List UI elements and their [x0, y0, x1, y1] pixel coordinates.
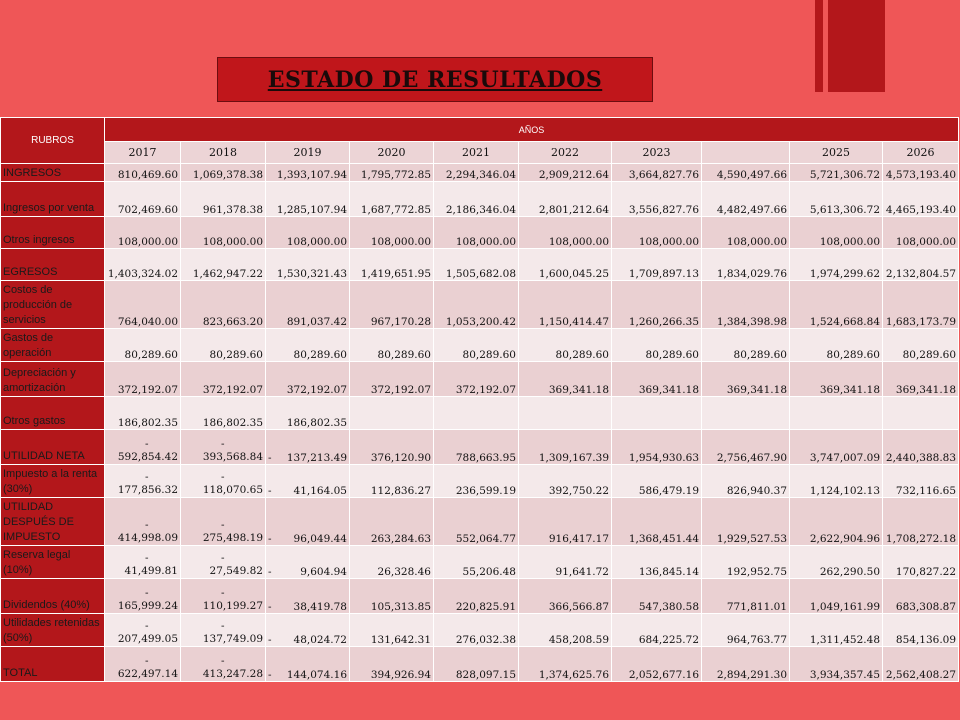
- value-cell: [702, 397, 790, 430]
- table-row: [1, 362, 959, 397]
- value-cell: 854,136.09: [883, 614, 959, 647]
- row-label: Reserva legal (10%): [1, 546, 105, 579]
- value-cell: - 41,499.81: [105, 546, 181, 579]
- value-cell: - 414,998.09: [105, 498, 181, 546]
- value-cell: 547,380.58: [612, 579, 702, 614]
- value-cell: 108,000.00: [434, 217, 519, 249]
- value-cell: [350, 397, 434, 430]
- page-title: ESTADO DE RESULTADOS: [267, 66, 603, 93]
- value-cell: 220,825.91: [434, 579, 519, 614]
- value-cell: 1,834,029.76: [702, 249, 790, 281]
- value-cell: 1,462,947.22: [181, 249, 266, 281]
- year-header-cell: [702, 142, 790, 164]
- table-row: [1, 329, 959, 362]
- value-cell: 369,341.18: [612, 362, 702, 397]
- row-label: Utilidades retenidas (50%): [1, 614, 105, 647]
- value-cell: 1,368,451.44: [612, 498, 702, 546]
- value-cell: 108,000.00: [181, 217, 266, 249]
- value-cell: 732,116.65: [883, 465, 959, 498]
- value-cell: 80,289.60: [350, 329, 434, 362]
- value-cell: 2,909,212.64: [519, 164, 612, 182]
- value-cell: 3,934,357.45: [790, 647, 883, 682]
- row-label: Otros ingresos: [1, 217, 105, 249]
- value-cell: 823,663.20: [181, 281, 266, 329]
- value-cell: 458,208.59: [519, 614, 612, 647]
- value-cell: 1,384,398.98: [702, 281, 790, 329]
- table-row: [1, 164, 959, 182]
- value-cell: 1,709,897.13: [612, 249, 702, 281]
- value-cell: - 137,213.49: [266, 430, 350, 465]
- value-cell: - 48,024.72: [266, 614, 350, 647]
- value-cell: 552,064.77: [434, 498, 519, 546]
- value-cell: - 96,049.44: [266, 498, 350, 546]
- value-cell: 2,801,212.64: [519, 182, 612, 217]
- value-cell: 916,417.17: [519, 498, 612, 546]
- value-cell: 376,120.90: [350, 430, 434, 465]
- value-cell: - 165,999.24: [105, 579, 181, 614]
- value-cell: - 110,199.27: [181, 579, 266, 614]
- row-label: UTILIDAD DESPUÉS DE IMPUESTO: [1, 498, 105, 546]
- results-table: [0, 117, 959, 682]
- value-cell: 108,000.00: [105, 217, 181, 249]
- year-header-cell: 2019: [266, 142, 350, 164]
- value-cell: - 207,499.05: [105, 614, 181, 647]
- value-cell: 1,150,414.47: [519, 281, 612, 329]
- value-cell: 372,192.07: [350, 362, 434, 397]
- table-row: [1, 465, 959, 498]
- value-cell: 1,795,772.85: [350, 164, 434, 182]
- value-cell: 2,294,346.04: [434, 164, 519, 182]
- value-cell: 1,419,651.95: [350, 249, 434, 281]
- row-label: UTILIDAD NETA: [1, 430, 105, 465]
- value-cell: [883, 397, 959, 430]
- value-cell: - 393,568.84: [181, 430, 266, 465]
- value-cell: 1,374,625.76: [519, 647, 612, 682]
- value-cell: 1,974,299.62: [790, 249, 883, 281]
- table-row: [1, 281, 959, 329]
- value-cell: 105,313.85: [350, 579, 434, 614]
- value-cell: [434, 397, 519, 430]
- value-cell: 4,573,193.40: [883, 164, 959, 182]
- value-cell: 788,663.95: [434, 430, 519, 465]
- value-cell: 3,556,827.76: [612, 182, 702, 217]
- value-cell: 1,524,668.84: [790, 281, 883, 329]
- value-cell: [790, 397, 883, 430]
- row-label: Otros gastos: [1, 397, 105, 430]
- value-cell: 1,053,200.42: [434, 281, 519, 329]
- value-cell: - 27,549.82: [181, 546, 266, 579]
- value-cell: 170,827.22: [883, 546, 959, 579]
- value-cell: 1,505,682.08: [434, 249, 519, 281]
- value-cell: 4,590,497.66: [702, 164, 790, 182]
- value-cell: 961,378.38: [181, 182, 266, 217]
- value-cell: 91,641.72: [519, 546, 612, 579]
- value-cell: 683,308.87: [883, 579, 959, 614]
- value-cell: [612, 397, 702, 430]
- header-rubros: RUBROS: [1, 118, 105, 164]
- table-row: [1, 614, 959, 647]
- year-header-cell: 2023: [612, 142, 702, 164]
- value-cell: 80,289.60: [883, 329, 959, 362]
- row-label: INGRESOS: [1, 164, 105, 182]
- table-row: [1, 647, 959, 682]
- value-cell: 372,192.07: [434, 362, 519, 397]
- value-cell: 372,192.07: [181, 362, 266, 397]
- value-cell: 4,465,193.40: [883, 182, 959, 217]
- value-cell: 136,845.14: [612, 546, 702, 579]
- value-cell: 891,037.42: [266, 281, 350, 329]
- value-cell: 108,000.00: [612, 217, 702, 249]
- value-cell: 372,192.07: [266, 362, 350, 397]
- value-cell: 1,124,102.13: [790, 465, 883, 498]
- year-header-cell: 2018: [181, 142, 266, 164]
- value-cell: 369,341.18: [519, 362, 612, 397]
- row-label: Impuesto a la renta (30%): [1, 465, 105, 498]
- value-cell: 1,260,266.35: [612, 281, 702, 329]
- value-cell: - 592,854.42: [105, 430, 181, 465]
- table-row: [1, 182, 959, 217]
- value-cell: 2,894,291.30: [702, 647, 790, 682]
- value-cell: 236,599.19: [434, 465, 519, 498]
- value-cell: 80,289.60: [790, 329, 883, 362]
- value-cell: 1,311,452.48: [790, 614, 883, 647]
- header-anos: AÑOS: [105, 118, 959, 142]
- value-cell: - 9,604.94: [266, 546, 350, 579]
- value-cell: - 177,856.32: [105, 465, 181, 498]
- value-cell: 1,600,045.25: [519, 249, 612, 281]
- value-cell: - 413,247.28: [181, 647, 266, 682]
- row-label: Gastos de operación: [1, 329, 105, 362]
- row-label: Costos de producción de servicios: [1, 281, 105, 329]
- value-cell: 394,926.94: [350, 647, 434, 682]
- value-cell: 108,000.00: [702, 217, 790, 249]
- value-cell: 112,836.27: [350, 465, 434, 498]
- value-cell: - 144,074.16: [266, 647, 350, 682]
- value-cell: 186,802.35: [181, 397, 266, 430]
- value-cell: 55,206.48: [434, 546, 519, 579]
- year-header-cell: 2021: [434, 142, 519, 164]
- value-cell: - 38,419.78: [266, 579, 350, 614]
- table-row: [1, 397, 959, 430]
- value-cell: 26,328.46: [350, 546, 434, 579]
- value-cell: 108,000.00: [519, 217, 612, 249]
- year-header-row: [1, 142, 959, 164]
- value-cell: 186,802.35: [266, 397, 350, 430]
- value-cell: 131,642.31: [350, 614, 434, 647]
- value-cell: 5,613,306.72: [790, 182, 883, 217]
- value-cell: 192,952.75: [702, 546, 790, 579]
- value-cell: 2,756,467.90: [702, 430, 790, 465]
- value-cell: 186,802.35: [105, 397, 181, 430]
- value-cell: 80,289.60: [519, 329, 612, 362]
- value-cell: 263,284.63: [350, 498, 434, 546]
- table-row: [1, 217, 959, 249]
- row-label: Ingresos por venta: [1, 182, 105, 217]
- value-cell: 810,469.60: [105, 164, 181, 182]
- table-row: [1, 430, 959, 465]
- value-cell: - 275,498.19: [181, 498, 266, 546]
- value-cell: 1,954,930.63: [612, 430, 702, 465]
- value-cell: 828,097.15: [434, 647, 519, 682]
- value-cell: 826,940.37: [702, 465, 790, 498]
- value-cell: 964,763.77: [702, 614, 790, 647]
- value-cell: [519, 397, 612, 430]
- value-cell: 1,683,173.79: [883, 281, 959, 329]
- value-cell: 2,562,408.27: [883, 647, 959, 682]
- year-header-cell: 2026: [883, 142, 959, 164]
- table-row: [1, 249, 959, 281]
- value-cell: 80,289.60: [612, 329, 702, 362]
- value-cell: 967,170.28: [350, 281, 434, 329]
- year-header-cell: 2025: [790, 142, 883, 164]
- value-cell: 366,566.87: [519, 579, 612, 614]
- table-body: [1, 164, 959, 682]
- year-header-cell: 2022: [519, 142, 612, 164]
- table-row: [1, 498, 959, 546]
- value-cell: 80,289.60: [105, 329, 181, 362]
- value-cell: 1,069,378.38: [181, 164, 266, 182]
- value-cell: 1,285,107.94: [266, 182, 350, 217]
- value-cell: 1,530,321.43: [266, 249, 350, 281]
- value-cell: 369,341.18: [790, 362, 883, 397]
- table-row: [1, 546, 959, 579]
- value-cell: 80,289.60: [266, 329, 350, 362]
- value-cell: 2,052,677.16: [612, 647, 702, 682]
- value-cell: 262,290.50: [790, 546, 883, 579]
- title-box: [217, 57, 653, 102]
- value-cell: 5,721,306.72: [790, 164, 883, 182]
- value-cell: 80,289.60: [434, 329, 519, 362]
- value-cell: 2,132,804.57: [883, 249, 959, 281]
- row-label: Depreciación y amortización: [1, 362, 105, 397]
- value-cell: 80,289.60: [181, 329, 266, 362]
- decorative-bar-thin: [815, 0, 823, 92]
- value-cell: 2,440,388.83: [883, 430, 959, 465]
- value-cell: 276,032.38: [434, 614, 519, 647]
- value-cell: 372,192.07: [105, 362, 181, 397]
- year-header-cell: 2017: [105, 142, 181, 164]
- value-cell: - 622,497.14: [105, 647, 181, 682]
- value-cell: 1,687,772.85: [350, 182, 434, 217]
- table-row: [1, 579, 959, 614]
- value-cell: 3,664,827.76: [612, 164, 702, 182]
- value-cell: 2,186,346.04: [434, 182, 519, 217]
- year-header-cell: 2020: [350, 142, 434, 164]
- value-cell: 1,049,161.99: [790, 579, 883, 614]
- value-cell: 1,929,527.53: [702, 498, 790, 546]
- value-cell: 4,482,497.66: [702, 182, 790, 217]
- value-cell: 1,393,107.94: [266, 164, 350, 182]
- value-cell: 3,747,007.09: [790, 430, 883, 465]
- value-cell: 1,708,272.18: [883, 498, 959, 546]
- value-cell: 369,341.18: [883, 362, 959, 397]
- value-cell: 80,289.60: [702, 329, 790, 362]
- value-cell: 1,309,167.39: [519, 430, 612, 465]
- row-label: TOTAL: [1, 647, 105, 682]
- row-label: EGRESOS: [1, 249, 105, 281]
- value-cell: 108,000.00: [883, 217, 959, 249]
- value-cell: - 41,164.05: [266, 465, 350, 498]
- value-cell: 108,000.00: [350, 217, 434, 249]
- value-cell: - 137,749.09: [181, 614, 266, 647]
- value-cell: 2,622,904.96: [790, 498, 883, 546]
- value-cell: 392,750.22: [519, 465, 612, 498]
- row-label: Dividendos (40%): [1, 579, 105, 614]
- value-cell: 771,811.01: [702, 579, 790, 614]
- value-cell: 684,225.72: [612, 614, 702, 647]
- value-cell: 369,341.18: [702, 362, 790, 397]
- value-cell: 586,479.19: [612, 465, 702, 498]
- value-cell: 108,000.00: [266, 217, 350, 249]
- decorative-bar-wide: [828, 0, 885, 92]
- value-cell: - 118,070.65: [181, 465, 266, 498]
- value-cell: 764,040.00: [105, 281, 181, 329]
- value-cell: 702,469.60: [105, 182, 181, 217]
- value-cell: 108,000.00: [790, 217, 883, 249]
- value-cell: 1,403,324.02: [105, 249, 181, 281]
